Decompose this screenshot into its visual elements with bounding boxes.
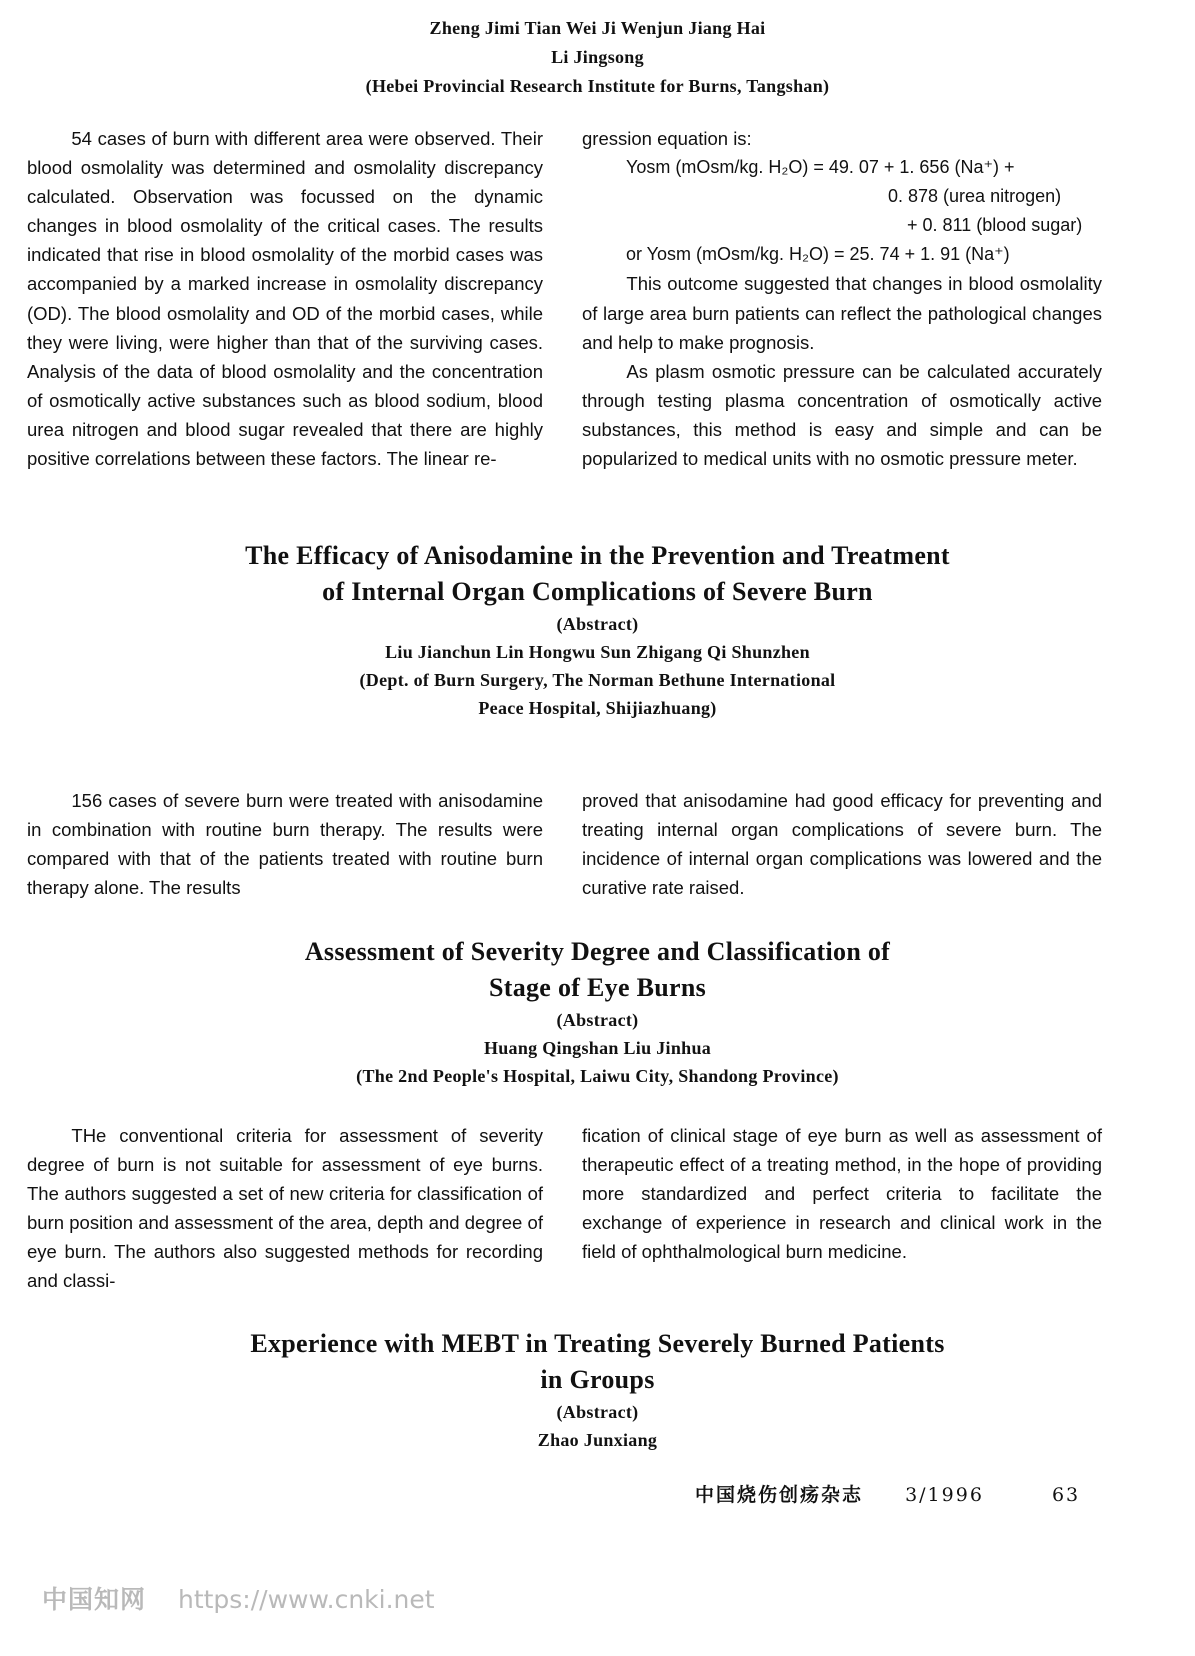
article3-left-paragraph: THe conventional criteria for assessment of severity degree of burn is not suitable for assessment of eye burns. The authors suggested a set of new criteria for classification of burn position and assessment of the area, depth and degree of eye burn. The authors also suggested methods for recording and classi-: [27, 1125, 543, 1292]
article2-header: [0, 538, 1195, 722]
page-footer: [695, 1480, 1095, 1507]
article1-authors-line2: Li Jingsong: [551, 47, 644, 67]
journal-name: 中国烧伤创疡杂志: [695, 1484, 864, 1506]
article3-header: [0, 934, 1195, 1090]
regression-equation-line1: Yosm (mOsm/kg. H₂O) = 49. 07 + 1. 656 (Na⁺) +: [626, 157, 1015, 178]
article2-right-column: [582, 786, 1102, 902]
page-number: 63: [1051, 1484, 1081, 1506]
article3-right-paragraph: fication of clinical stage of eye burn as well as assessment of therapeutic effect of a treating method, in the hope of providing more standardized and perfect criteria to facilitate the exchange of experience in research and clinical work in the field of ophthalmological burn medicine.: [582, 1125, 1102, 1263]
article1-right-column: [582, 124, 1102, 473]
article4-title-line1: Experience with MEBT in Treating Severely Burned Patients: [250, 1329, 945, 1358]
article3-left-column: [27, 1121, 543, 1296]
article1-header: [0, 14, 1195, 101]
article3-abstract-tag: (Abstract): [556, 1010, 639, 1030]
article1-right-paragraph1: This outcome suggested that changes in blood osmolality of large area burn patients can reflect the pathological changes and help to make prognosis.: [582, 273, 1102, 353]
article4-header: [0, 1326, 1195, 1454]
article2-left-paragraph: 156 cases of severe burn were treated with anisodamine in combination with routine burn therapy. The results were compared with that of the patients treated with routine burn therapy alone. The results: [27, 790, 543, 899]
article4-title-line2: in Groups: [540, 1365, 655, 1394]
article4-abstract-tag: (Abstract): [556, 1402, 639, 1422]
cnki-watermark: [42, 1580, 435, 1616]
cnki-url: https://www.cnki.net: [177, 1585, 435, 1614]
article3-title-line2: Stage of Eye Burns: [488, 973, 707, 1002]
article3-right-column: [582, 1121, 1102, 1266]
article2-affiliation-line2: Peace Hospital, Shijiazhuang): [478, 698, 717, 718]
article3-affiliation: (The 2nd People's Hospital, Laiwu City, Shandong Province): [356, 1066, 839, 1086]
article1-right-intro: gression equation is:: [582, 128, 752, 149]
article2-authors: Liu Jianchun Lin Hongwu Sun Zhigang Qi Shunzhen: [385, 642, 810, 662]
regression-equation-line3: + 0. 811 (blood sugar): [907, 215, 1083, 236]
article2-title-line1: The Efficacy of Anisodamine in the Prevention and Treatment: [245, 541, 950, 570]
article3-authors: Huang Qingshan Liu Jinhua: [483, 1038, 712, 1058]
article2-left-column: [27, 786, 543, 902]
article1-left-column: [27, 124, 543, 473]
article1-authors-line1: Zheng Jimi Tian Wei Ji Wenjun Jiang Hai: [429, 18, 766, 38]
article2-affiliation-line1: (Dept. of Burn Surgery, The Norman Bethune International: [359, 670, 836, 690]
article1-right-paragraph2: As plasm osmotic pressure can be calculated accurately through testing plasma concentration of osmotically active substances, this method is easy and simple and can be popularized to medical units with no osmotic pressure meter.: [582, 360, 1102, 470]
article3-title-line1: Assessment of Severity Degree and Classification of: [304, 937, 891, 966]
article4-authors: Zhao Junxiang: [537, 1430, 658, 1450]
article1-left-paragraph: 54 cases of burn with different area were observed. Their blood osmolality was determined and osmolality discrepancy calculated. Observation was focussed on the dynamic changes in blood osmolality of the critical cases. The results indicated that rise in blood osmolality of the morbid cases was accompanied by a marked increase in osmolality discrepancy (OD). The blood osmolality and OD of the morbid cases, while they were living, were higher than that of the surviving cases. Analysis of the data of blood osmolality and the concentration of osmotically active substances such as blood sodium, blood urea nitrogen and blood sugar revealed that there are highly positive correlations between these factors. The linear re-: [27, 128, 543, 470]
article2-title-line2: of Internal Organ Complications of Severe Burn: [322, 577, 873, 606]
regression-equation-line4: or Yosm (mOsm/kg. H₂O) = 25. 74 + 1. 91 (Na⁺): [626, 244, 1010, 265]
article2-abstract-tag: (Abstract): [556, 614, 639, 634]
article1-affiliation: (Hebei Provincial Research Institute for Burns, Tangshan): [365, 76, 830, 96]
article2-right-paragraph: proved that anisodamine had good efficacy for preventing and treating internal organ complications of severe burn. The incidence of internal organ complications was lowered and the curative rate raised.: [582, 790, 1102, 899]
regression-equation-line2: 0. 878 (urea nitrogen): [888, 186, 1062, 207]
issue-number: 3/1996: [905, 1484, 984, 1506]
cnki-logo: 中国知网: [42, 1585, 147, 1614]
